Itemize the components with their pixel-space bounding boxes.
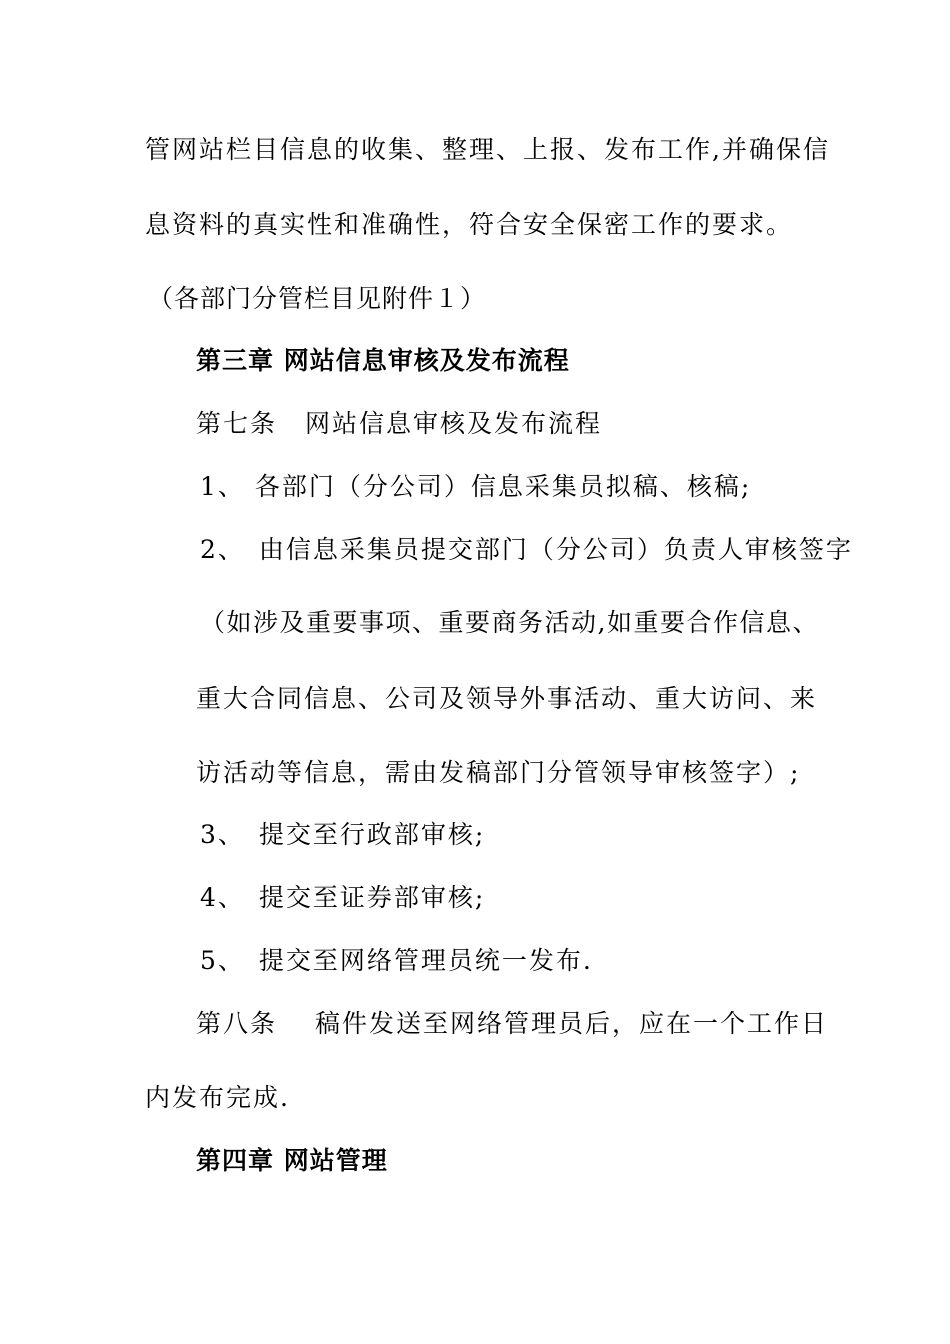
list-item-text: 各部门（分公司）信息采集员拟稿、核稿; (254, 472, 752, 501)
list-item-number: 1、 (200, 472, 245, 501)
list-item-number: 4、 (200, 883, 245, 912)
list-item-continuation: 访活动等信息，需由发稿部门分管领导审核签字）; (196, 758, 801, 787)
chapter-heading: 第三章 网站信息审核及发布流程 (196, 346, 570, 375)
article-label: 第八条 (196, 1009, 278, 1038)
list-item-text: 由信息采集员提交部门（分公司）负责人审核签字 (258, 535, 853, 564)
article-label: 第七条 (196, 409, 278, 438)
list-item-number: 5、 (200, 946, 245, 975)
article-continuation: 内发布完成. (145, 1083, 290, 1112)
list-item-continuation: （如涉及重要事项、重要商务活动,如重要合作信息、 (200, 608, 819, 637)
list-item (200, 945, 593, 977)
list-item (200, 534, 853, 566)
list-item-text: 提交至行政部审核; (258, 820, 486, 849)
list-item-text: 提交至证券部审核; (258, 883, 486, 912)
paragraph-line: 管网站栏目信息的收集、整理、上报、发布工作,并确保信 (145, 135, 830, 164)
list-item-number: 3、 (200, 820, 245, 849)
list-item-text: 提交至网络管理员统一发布. (258, 946, 593, 975)
list-item-number: 2、 (200, 535, 245, 564)
list-item (200, 819, 485, 851)
article-text: 稿件发送至网络管理员后，应在一个工作日 (315, 1009, 829, 1038)
article-8 (196, 1008, 828, 1040)
attachment-note: （各部门分管栏目见附件１） (148, 284, 487, 313)
list-item (200, 882, 485, 914)
article-7 (196, 408, 602, 440)
article-title: 网站信息审核及发布流程 (305, 409, 603, 438)
chapter-heading: 第四章 网站管理 (196, 1146, 388, 1175)
list-item-continuation: 重大合同信息、公司及领导外事活动、重大访问、来 (196, 684, 818, 713)
paragraph-line: 息资料的真实性和准确性，符合安全保密工作的要求。 (145, 210, 794, 239)
list-item (200, 471, 751, 503)
